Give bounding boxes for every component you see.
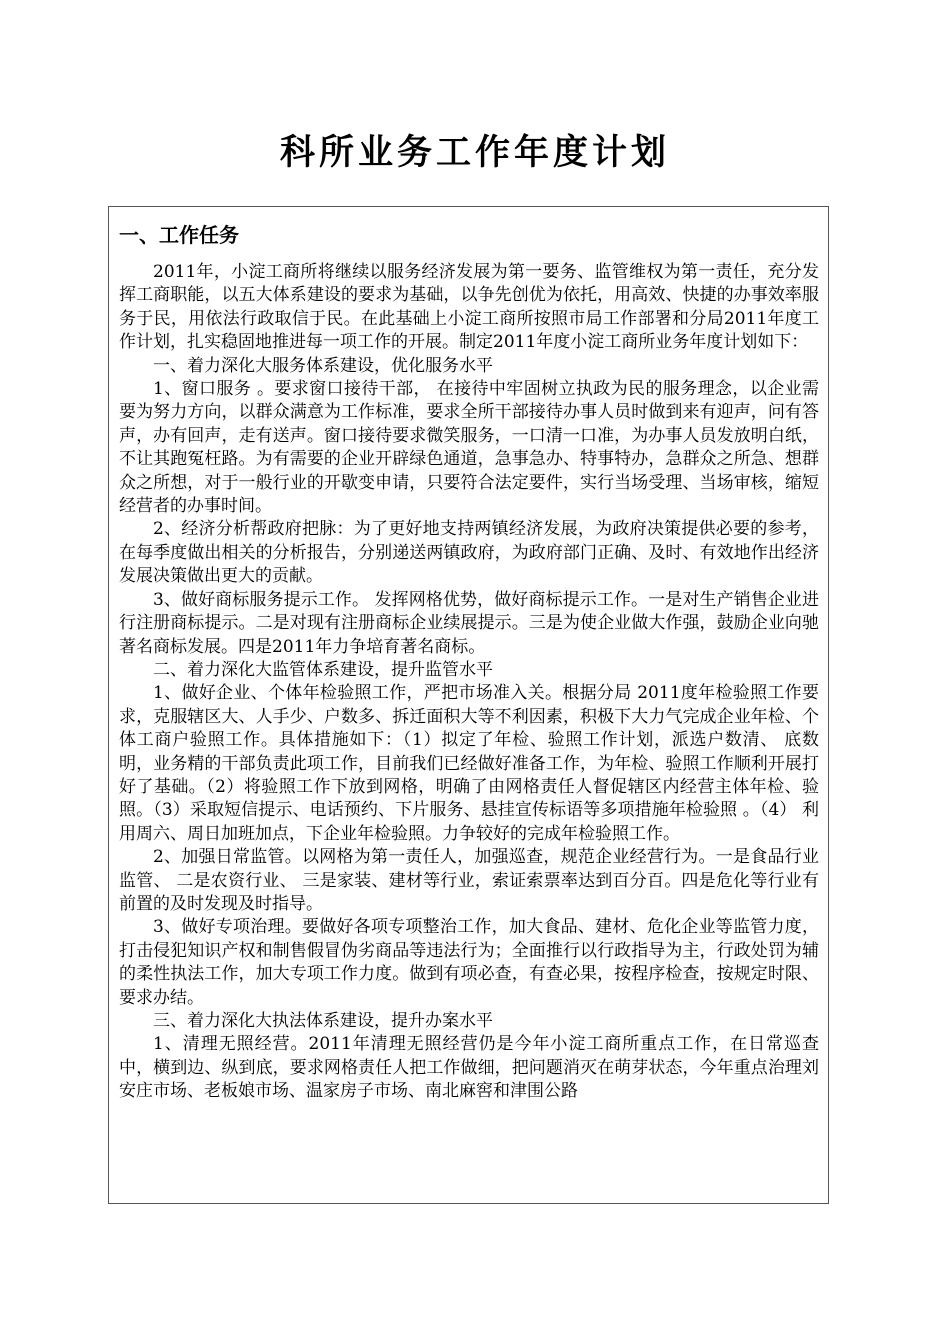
paragraph: 2、经济分析帮政府把脉：为了更好地支持两镇经济发展，为政府决策提供必要的参考，在每季度做出相关的分析报告，分别递送两镇政府，为政府部门正确、及时、有效地作出经济发展决策做出更大的贡献。	[119, 519, 819, 587]
paragraph: 1、做好企业、个体年检验照工作，严把市场准入关。根据分局 2011度年检验照工作要求，克服辖区大、人手少、户数多、拆迁面积大等不利因素，积极下大力气完成企业年检、个体工商户验照工作。具体措施如下：（1）拟定了年检、验照工作计划，派选户数清、 底数明，业务精的干部负责此项工作，目前我们已经做好准备工作，为年检、验照工作顺利开展打好了基础。（2）将验照工作下放到网格，明确了由网格责任人督促辖区内经营主体年检、验照。（3）采取短信提示、电话预约、下片服务、悬挂宣传标语等多项措施年检验照 。（4） 利用周六、周日加班加点，下企业年检验照。力争较好的完成年检验照工作。	[119, 683, 819, 844]
paragraph: 三、着力深化大执法体系建设，提升办案水平	[153, 1011, 493, 1031]
paragraph: 3、做好专项治理。要做好各项专项整治工作，加大食品、建材、危化企业等监管力度，打击侵犯知识产权和制售假冒伪劣商品等违法行为；全面推行以行政指导为主，行政处罚为辅的柔性执法工作，加大专项工作力度。做到有项必查，有查必果，按程序检查，按规定时限、要求办结。	[119, 917, 819, 1008]
paragraph: 3、做好商标服务提示工作。 发挥网格优势，做好商标提示工作。一是对生产销售企业进行注册商标提示。二是对现有注册商标企业续展提示。三是为使企业做大作强，鼓励企业向驰著名商标发展。四是2011年力争培育著名商标。	[119, 589, 819, 657]
content-box	[108, 206, 829, 1204]
section-heading: 一、工作任务	[119, 223, 239, 247]
paragraph: 1、清理无照经营。2011年清理无照经营仍是今年小淀工商所重点工作，在日常巡查中，横到边、纵到底，要求网格责任人把工作做细，把问题消灭在萌芽状态，今年重点治理刘安庄市场、老板娘市场、温家房子市场、南北麻窖和津围公路	[119, 1034, 819, 1102]
paragraph: 一、着力深化大服务体系建设，优化服务水平	[153, 355, 493, 376]
paragraph: 二、着力深化大监管体系建设，提升监管水平	[153, 659, 493, 680]
paragraph: 2011年，小淀工商所将继续以服务经济发展为第一要务、监管维权为第一责任，充分发挥工商职能，以五大体系建设的要求为基础，以争先创优为依托，用高效、快捷的办事效率服务于民，用依法行政取信于民。在此基础上小淀工商所按照市局工作部署和分局2011年度工作计划，扎实稳固地推进每一项工作的开展。制定2011年度小淀工商所业务年度计划如下：	[119, 262, 819, 353]
document-title: 科所业务工作年度计划	[279, 132, 670, 173]
body-text	[119, 261, 819, 1104]
paragraph: 2、加强日常监管。以网格为第一责任人，加强巡查，规范企业经营行为。一是食品行业监管、 二是农资行业、 三是家装、建材等行业，索证索票率达到百分百。四是危化等行业有前置的及时发现及时指导。	[119, 847, 819, 914]
paragraph: 1、窗口服务 。要求窗口接待干部， 在接待中牢固树立执政为民的服务理念，以企业需要为努力方向，以群众满意为工作标准，要求全所干部接待办事人员时做到来有迎声，问有答声，办有回声，走有送声。窗口接待要求微笑服务，一口清一口准，为办事人员发放明白纸，不让其跑冤枉路。为有需要的企业开辟绿色通道，急事急办、特事特办，急群众之所急、想群众之所想，对于一般行业的开歇变申请，只要符合法定要件，实行当场受理、当场审核，缩短经营者的办事时间。	[119, 379, 819, 517]
